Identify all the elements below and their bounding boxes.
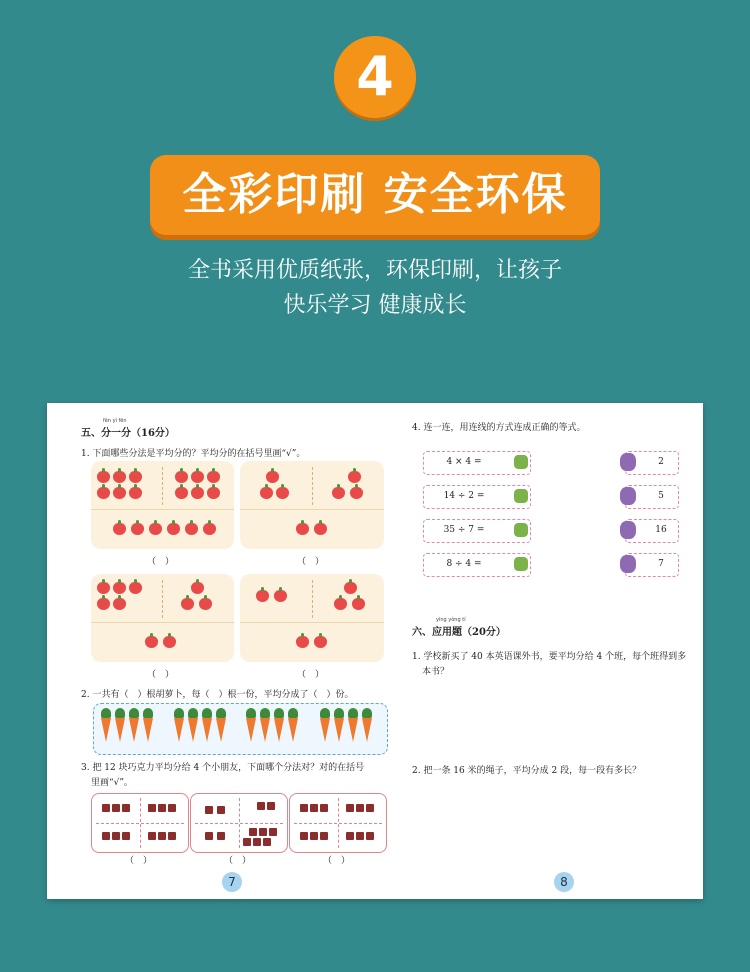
mantis-icon xyxy=(514,455,528,469)
section-title-6: 六、应用题（20分） xyxy=(412,627,506,638)
question-2: 2. 一共有（ ）根胡萝卜，每（ ）根一份，平均分成了（ ）份。 xyxy=(81,690,354,700)
equation-text: 35 ÷ 7 = xyxy=(443,525,485,535)
equation-text: 14 ÷ 2 = xyxy=(443,491,485,501)
flower-icon xyxy=(620,453,636,471)
mantis-icon xyxy=(514,557,528,571)
chocolate-option-3 xyxy=(289,793,387,853)
subtitle-line-1: 全书采用优质纸张，环保印刷，让孩子 xyxy=(187,258,562,283)
application-question-1-line-2: 本书？ xyxy=(422,667,450,677)
equation-box-3 xyxy=(423,519,531,543)
answer-text: 2 xyxy=(658,457,664,467)
answer-paren: （ ） xyxy=(147,557,175,567)
equation-text: 8 ÷ 4 = xyxy=(446,559,482,569)
apple-card-2 xyxy=(240,461,384,549)
answer-paren: （ ） xyxy=(147,670,175,680)
open-workbook xyxy=(47,403,703,899)
subtitle-line-2: 快乐学习 健康成长 xyxy=(283,293,467,318)
equation-box-2 xyxy=(423,485,531,509)
equation-box-1 xyxy=(423,451,531,475)
flower-icon xyxy=(620,487,636,505)
answer-paren: （ ） xyxy=(323,856,351,866)
apple-card-3 xyxy=(91,574,234,662)
answer-paren: （ ） xyxy=(125,856,153,866)
flower-icon xyxy=(620,555,636,573)
flower-icon xyxy=(620,521,636,539)
answer-box-3 xyxy=(625,519,679,543)
mantis-icon xyxy=(514,523,528,537)
application-question-1-line-1: 1. 学校新买了 40 本英语课外书，要平均分给 4 个班，每个班得到多 xyxy=(412,652,687,662)
feature-banner: 全彩印刷 安全环保 xyxy=(150,155,600,235)
equation-text: 4 × 4 = xyxy=(446,457,482,467)
answer-text: 5 xyxy=(658,491,664,501)
application-question-2: 2. 把一条 16 米的绳子，平均分成 2 段，每一段有多长？ xyxy=(412,766,642,776)
question-4: 4. 连一连，用连线的方式连成正确的等式。 xyxy=(412,423,586,433)
pinyin-annotation: yìng yòng tí xyxy=(436,617,466,623)
answer-box-1 xyxy=(625,451,679,475)
answer-text: 7 xyxy=(658,559,664,569)
answer-paren: （ ） xyxy=(224,856,252,866)
page-number-left: 7 xyxy=(222,872,242,892)
chocolate-option-2 xyxy=(190,793,288,853)
answer-paren: （ ） xyxy=(297,557,325,567)
answer-box-4 xyxy=(625,553,679,577)
apple-card-1 xyxy=(91,461,234,549)
question-3-line-1: 3. 把 12 块巧克力平均分给 4 个小朋友，下面哪个分法对？对的在括号 xyxy=(81,763,365,773)
answer-paren: （ ） xyxy=(297,670,325,680)
step-number-badge: 4 xyxy=(334,36,416,118)
section-title-5: 五、分一分（16分） xyxy=(81,428,175,439)
page-number-right: 8 xyxy=(554,872,574,892)
question-3-line-2: 里画“√”。 xyxy=(91,778,133,788)
answer-text: 16 xyxy=(655,525,667,535)
pinyin-annotation: fēn yì fēn xyxy=(103,418,127,424)
mantis-icon xyxy=(514,489,528,503)
apple-card-4 xyxy=(240,574,384,662)
carrot-group xyxy=(93,703,388,755)
equation-box-4 xyxy=(423,553,531,577)
question-1: 1. 下面哪些分法是平均分的？平均分的在括号里画“√”。 xyxy=(81,449,306,459)
answer-box-2 xyxy=(625,485,679,509)
chocolate-option-1 xyxy=(91,793,189,853)
